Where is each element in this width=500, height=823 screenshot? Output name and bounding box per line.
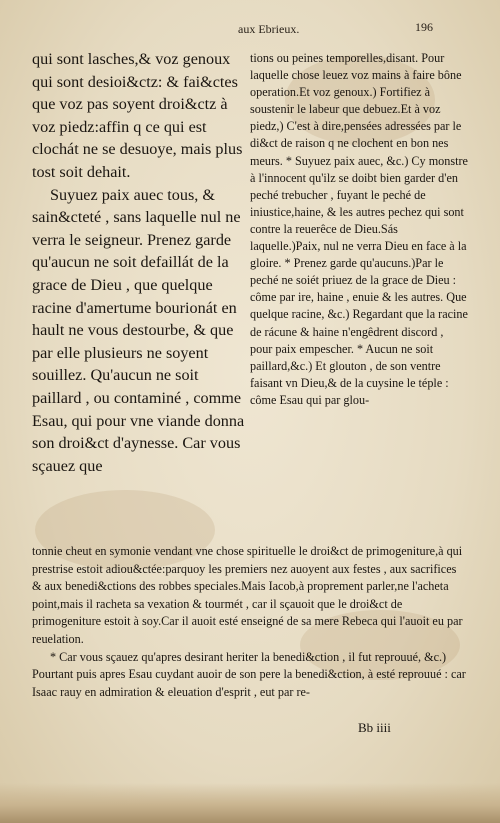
signature-mark: Bb iiii <box>358 720 391 735</box>
running-head: aux Ebrieux. <box>238 22 300 36</box>
torn-bottom-edge <box>0 783 500 823</box>
main-text-column <box>32 48 247 477</box>
commentary-continuation <box>32 543 468 701</box>
commentary-column <box>250 50 468 409</box>
main-text-paragraph: Suyuez paix auec tous, & sain&cteté , sans laquelle nul ne verra le seigneur. Prenez garde qu'aucun ne soit defaillát de la grace de Dieu , que quelque racine d'amertume bourionát en hault ne vous destourbe, & que par elle plusieurs ne soyent souillez. Qu'aucun ne soit paillard , ou contaminé , comme Esau, qui pour vne viande donna son droi&ct d'aynesse. Car vous sçauez que <box>32 185 245 475</box>
main-text-paragraph: qui sont lasches,& voz genoux qui sont desioi&ctz: & fai&ctes que voz pas soyent droi&ctz à voz piedz:affin q ce qui est clochát ne se desuoye, mais plus tost soit dehait. <box>32 50 243 181</box>
commentary-paragraph: tonnie cheut en symonie vendant vne chose spirituelle le droi&ct de primogeniture,à qui prestrise estoit adiou&ctée:parquoy les premiers nez auoyent aux festes , aux sacrifices & aux benedi&ctions des robbes speciales.Mais Iacob,à proprement parler,ne l'acheta point,mais il racheta sa vexation & tourmét , car il sçauoit que le droi&ct de primogeniture estoit à soy.Car il auoit esté enseigné de sa mere Rebeca qui l'auoit eu par reuelation. <box>32 544 463 646</box>
page-number: 196 <box>415 20 433 34</box>
commentary-text: tions ou peines temporelles,disant. Pour laquelle chose leuez voz mains à faire bône operation.Et voz genoux.) Fortifiez à soustenir le labeur que debuez.Et à voz piedz,) C'est à dire,pensées adressées par le di&ct de raison q ne clochent en bon nes meurs. * Suyuez paix auec, &c.) Cy monstre à l'innocent qu'ilz se doibt bien garder d'en peché trebucher , fuyant le peché de iniustice,haine, & les autres pechez qui sont contre la reuerêce de Dieu.Sás laquelle.)Paix, nul ne verra Dieu en face à la gloire. * Prenez garde qu'aucuns.)Par le peché ne soiét priuez de la grace de Dieu : côme par ire, haine , enuie & les autres. Que quelque racine, &c.) Regardant que la racine de rácune & haine n'engêdrent discord , pour paix empescher. * Aucun ne soit paillard,&c.) Et glouton , de son ventre faisant vn Dieu,& de la cuysine le téple : côme Esau qui par glou- <box>250 51 468 407</box>
commentary-paragraph: * Car vous sçauez qu'apres desirant heriter la benedi&ction , il fut reprouué, &c.) Pourtant puis apres Esau cuydant auoir de son pere la benedi&ction, à esté reprouué : car Isaac rauy en admiration & eleuation d'esprit , eut par re- <box>32 649 466 699</box>
